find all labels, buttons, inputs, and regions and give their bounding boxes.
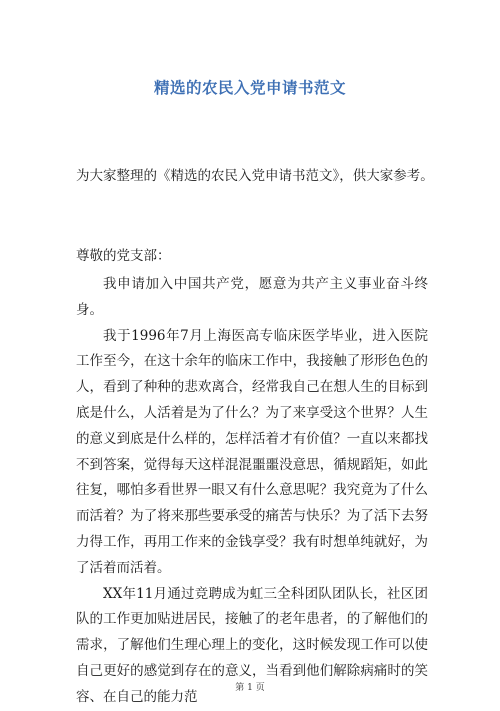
paragraph: 我申请加入中国共产党，愿意为共产主义事业奋斗终身。 [76, 276, 428, 318]
document-body [76, 272, 428, 711]
salutation: 尊敬的党支部： [76, 248, 171, 264]
paragraph: XX年11月通过竞聘成为虹三全科团队团队长，社区团队的工作更加贴进居民，接触了的老年患者，的了解他们的需求，了解他们生理心理上的变化，这时候发现工作可以使自己更好的感觉到存在的意义，当看到他们解除病痛时的笑容、在自己的能力范 [76, 585, 428, 705]
paragraph: 我于1996年7月上海医高专临床医学毕业，进入医院工作至今，在这十余年的临床工作中，我接触了形形色色的人，看到了种种的悲欢离合，经常我自己在想人生的目标到底是什么，人活着是为了什么？为了来享受这个世界？人生的意义到底是什么样的，怎样活着才有价值？一直以来都找不到答案，觉得每天这样混混噩噩没意思，循规蹈矩，如此往复，哪怕多看世界一眼又有什么意思呢？我究竟为了什么而活着？为了将来那些要承受的痛苦与快乐？为了活下去努力得工作，再用工作来的金钱享受？我有时想单纯就好，为了活着而活着。 [76, 327, 428, 576]
intro-text: 为大家整理的《精选的农民入党申请书范文》，供大家参考。 [76, 168, 434, 184]
page-number: 第 1 页 [235, 683, 265, 693]
document-title: 精选的农民入党申请书范文 [153, 79, 346, 97]
